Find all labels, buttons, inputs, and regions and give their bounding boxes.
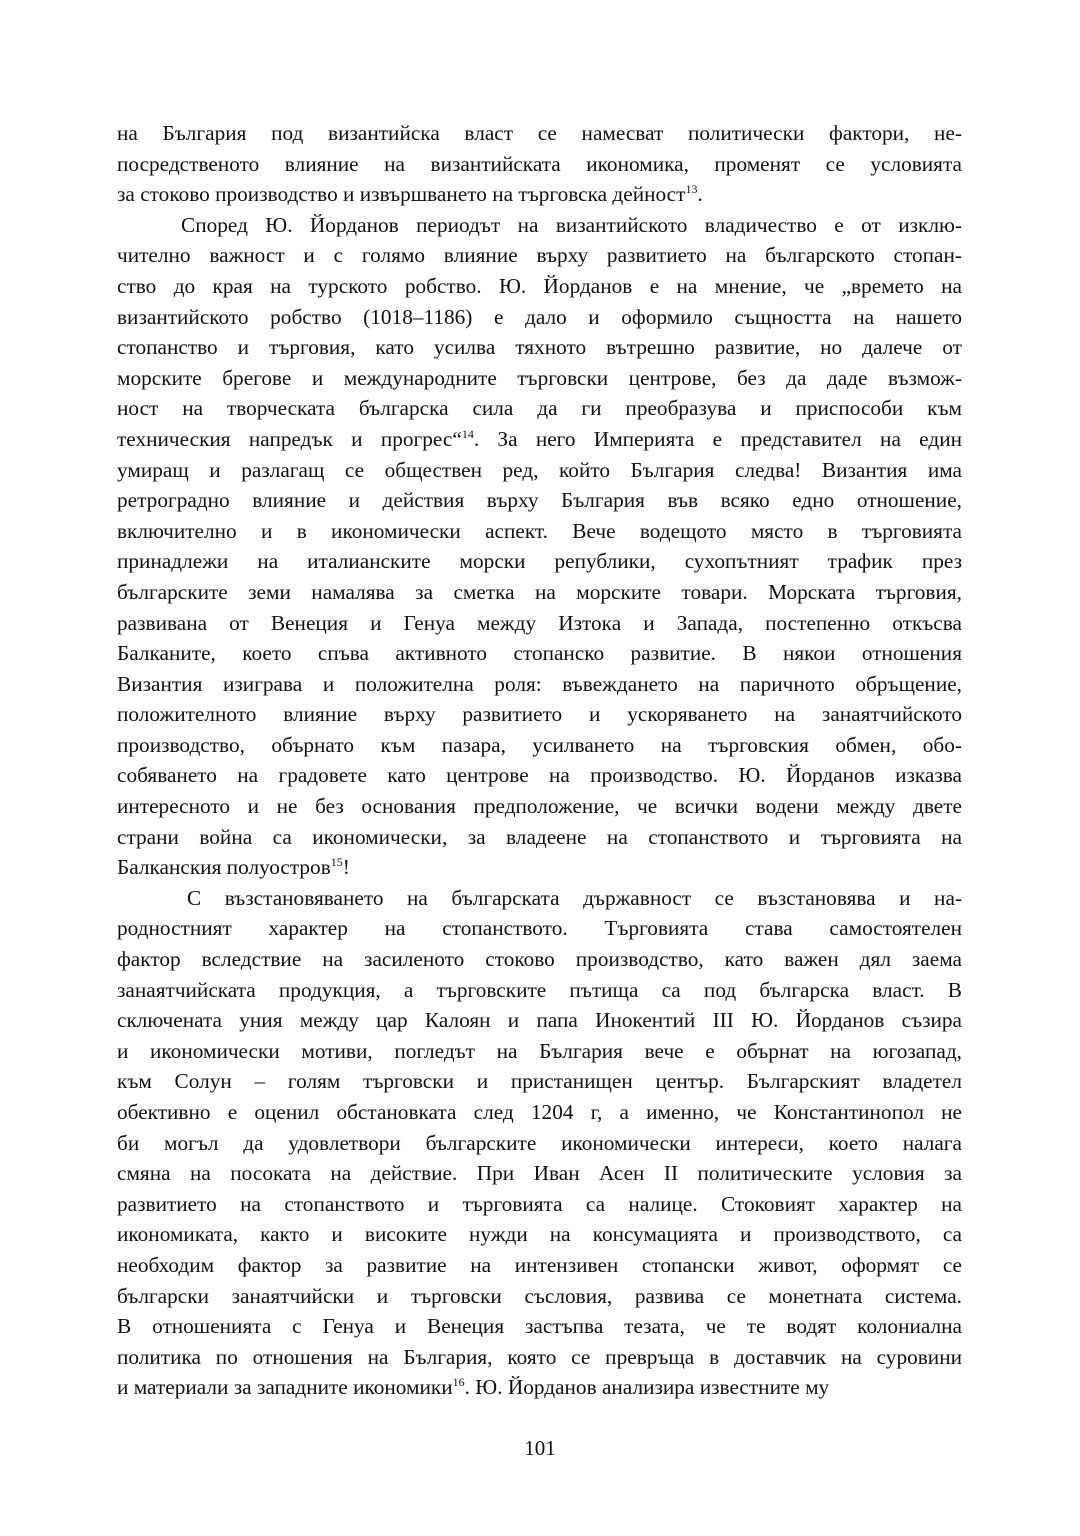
text-line: страни война са икономически, за владеене на стопанството и търговията на	[117, 824, 962, 849]
text-line: принадлежи на италианските морски републики, сухопътният трафик през	[117, 549, 962, 574]
text-line: родностният характер на стопанството. Търговията става самостоятелен	[117, 916, 962, 941]
text-line: византийското робство (1018–1186) е дало и оформило същността на нашето	[117, 304, 962, 329]
footnote-ref: 15	[330, 855, 343, 870]
text-line: интересното и не без основания предположение, че всички водени между двете	[117, 794, 962, 819]
text-line: чително важност и с голямо влияние върху развитието на българското стопан-	[117, 243, 962, 268]
footnote-ref: 14	[461, 426, 474, 441]
text-line: производство, обърнато към пазара, усилването на търговския обмен, обо-	[117, 732, 962, 757]
text-line: сключената уния между цар Калоян и папа Инокентий III Ю. Йорданов съзира	[117, 1008, 962, 1033]
text-line: към Солун – голям търговски и пристанищен център. Българският владетел	[117, 1069, 962, 1094]
text-line: собяването на градовете като центрове на производство. Ю. Йорданов изказва	[117, 763, 962, 788]
paragraph-3	[117, 883, 962, 1403]
paragraph-2	[117, 210, 962, 883]
text-line: би могъл да удовлетвори българските икономически интереси, което налага	[117, 1130, 962, 1155]
text-line: включително и в икономически аспект. Вече водещото място в търговията	[117, 518, 962, 543]
text-line: ност на творческата българска сила да ги преобразува и приспособи към	[117, 396, 962, 421]
text-line: фактор вследствие на засиленото стоково производство, като важен дял заема	[117, 947, 962, 972]
text-line: ретроградно влияние и действия върху България във всяко едно отношение,	[117, 488, 962, 513]
text-line: Според Ю. Йорданов периодът на византийското владичество е от изклю-	[181, 212, 962, 237]
text-line: и икономически мотиви, погледът на България вече е обърнат на югозапад,	[117, 1038, 962, 1063]
text-line: на България под византийска власт се намесват политически фактори, не-	[117, 121, 962, 145]
text-line: смяна на посоката на действие. При Иван Асен II политическите условия за	[117, 1161, 962, 1186]
text-line: политика по отношения на България, която се превръща в доставчик на суровини	[117, 1344, 962, 1369]
text-line: за стоково производство и извършването на търговска дейност$^{13}$.	[117, 182, 703, 207]
text-line: положителното влияние върху развитието и ускоряването на занаятчийското	[117, 702, 962, 727]
text-line: български занаятчийски и търговски съсловия, развива се монетната система.	[117, 1283, 962, 1308]
text-line: морските брегове и международните търговски центрове, без да даде възмож-	[117, 365, 962, 390]
text-line: необходим фактор за развитие на интензивен стопански живот, оформят се	[117, 1252, 962, 1277]
text-line: развитието на стопанството и търговията са налице. Стоковият характер на	[117, 1191, 962, 1216]
text-line: Византия изиграва и положителна роля: въвеждането на паричното обръщение,	[117, 671, 962, 696]
text-line: Балканския полуостров$^{15}$!	[117, 855, 350, 880]
footnote-ref: 13	[685, 182, 698, 197]
paragraph-1	[117, 118, 962, 210]
text-line: развивана от Венеция и Генуа между Изтока и Запада, постепенно откъсва	[117, 610, 962, 635]
text-line: Балканите, което спъва активното стопанско развитие. В някои отношения	[117, 641, 962, 666]
text-line: техническия напредък и прогрес“$^{14}$. За него Империята е представител на един	[117, 426, 962, 451]
text-line: ство до края на турското робство. Ю. Йорданов е на мнение, че „времето на	[117, 273, 962, 298]
footnote-ref: 16	[452, 1375, 465, 1390]
text-line: стопанство и търговия, като усилва тяхното вътрешно развитие, но далече от	[117, 335, 962, 360]
text-line: С възстановяването на българската държавност се възстановява и на-	[187, 885, 962, 910]
text-line: икономиката, както и високите нужди на консумацията и производството, са	[117, 1222, 962, 1247]
text-line: занаятчийската продукция, а търговските пътища са под българска власт. В	[117, 977, 962, 1002]
text-line: обективно е оценил обстановката след 1204 г, а именно, че Константинопол не	[117, 1100, 962, 1124]
text-line: българските земи намалява за сметка на морските товари. Морската търговия,	[117, 579, 962, 604]
text-line: В отношенията с Генуа и Венеция застъпва тезата, че те водят колониална	[117, 1314, 962, 1339]
text-line: и материали за западните икономики$^{16}$. Ю. Йорданов анализира известните му	[117, 1375, 830, 1400]
text-line: посредственото влияние на византийската икономика, променят се условията	[117, 151, 962, 176]
page-number: 101	[524, 1436, 556, 1460]
page-body	[117, 118, 962, 1403]
text-line: умиращ и разлагащ се обществен ред, който България следва! Византия има	[117, 457, 962, 482]
